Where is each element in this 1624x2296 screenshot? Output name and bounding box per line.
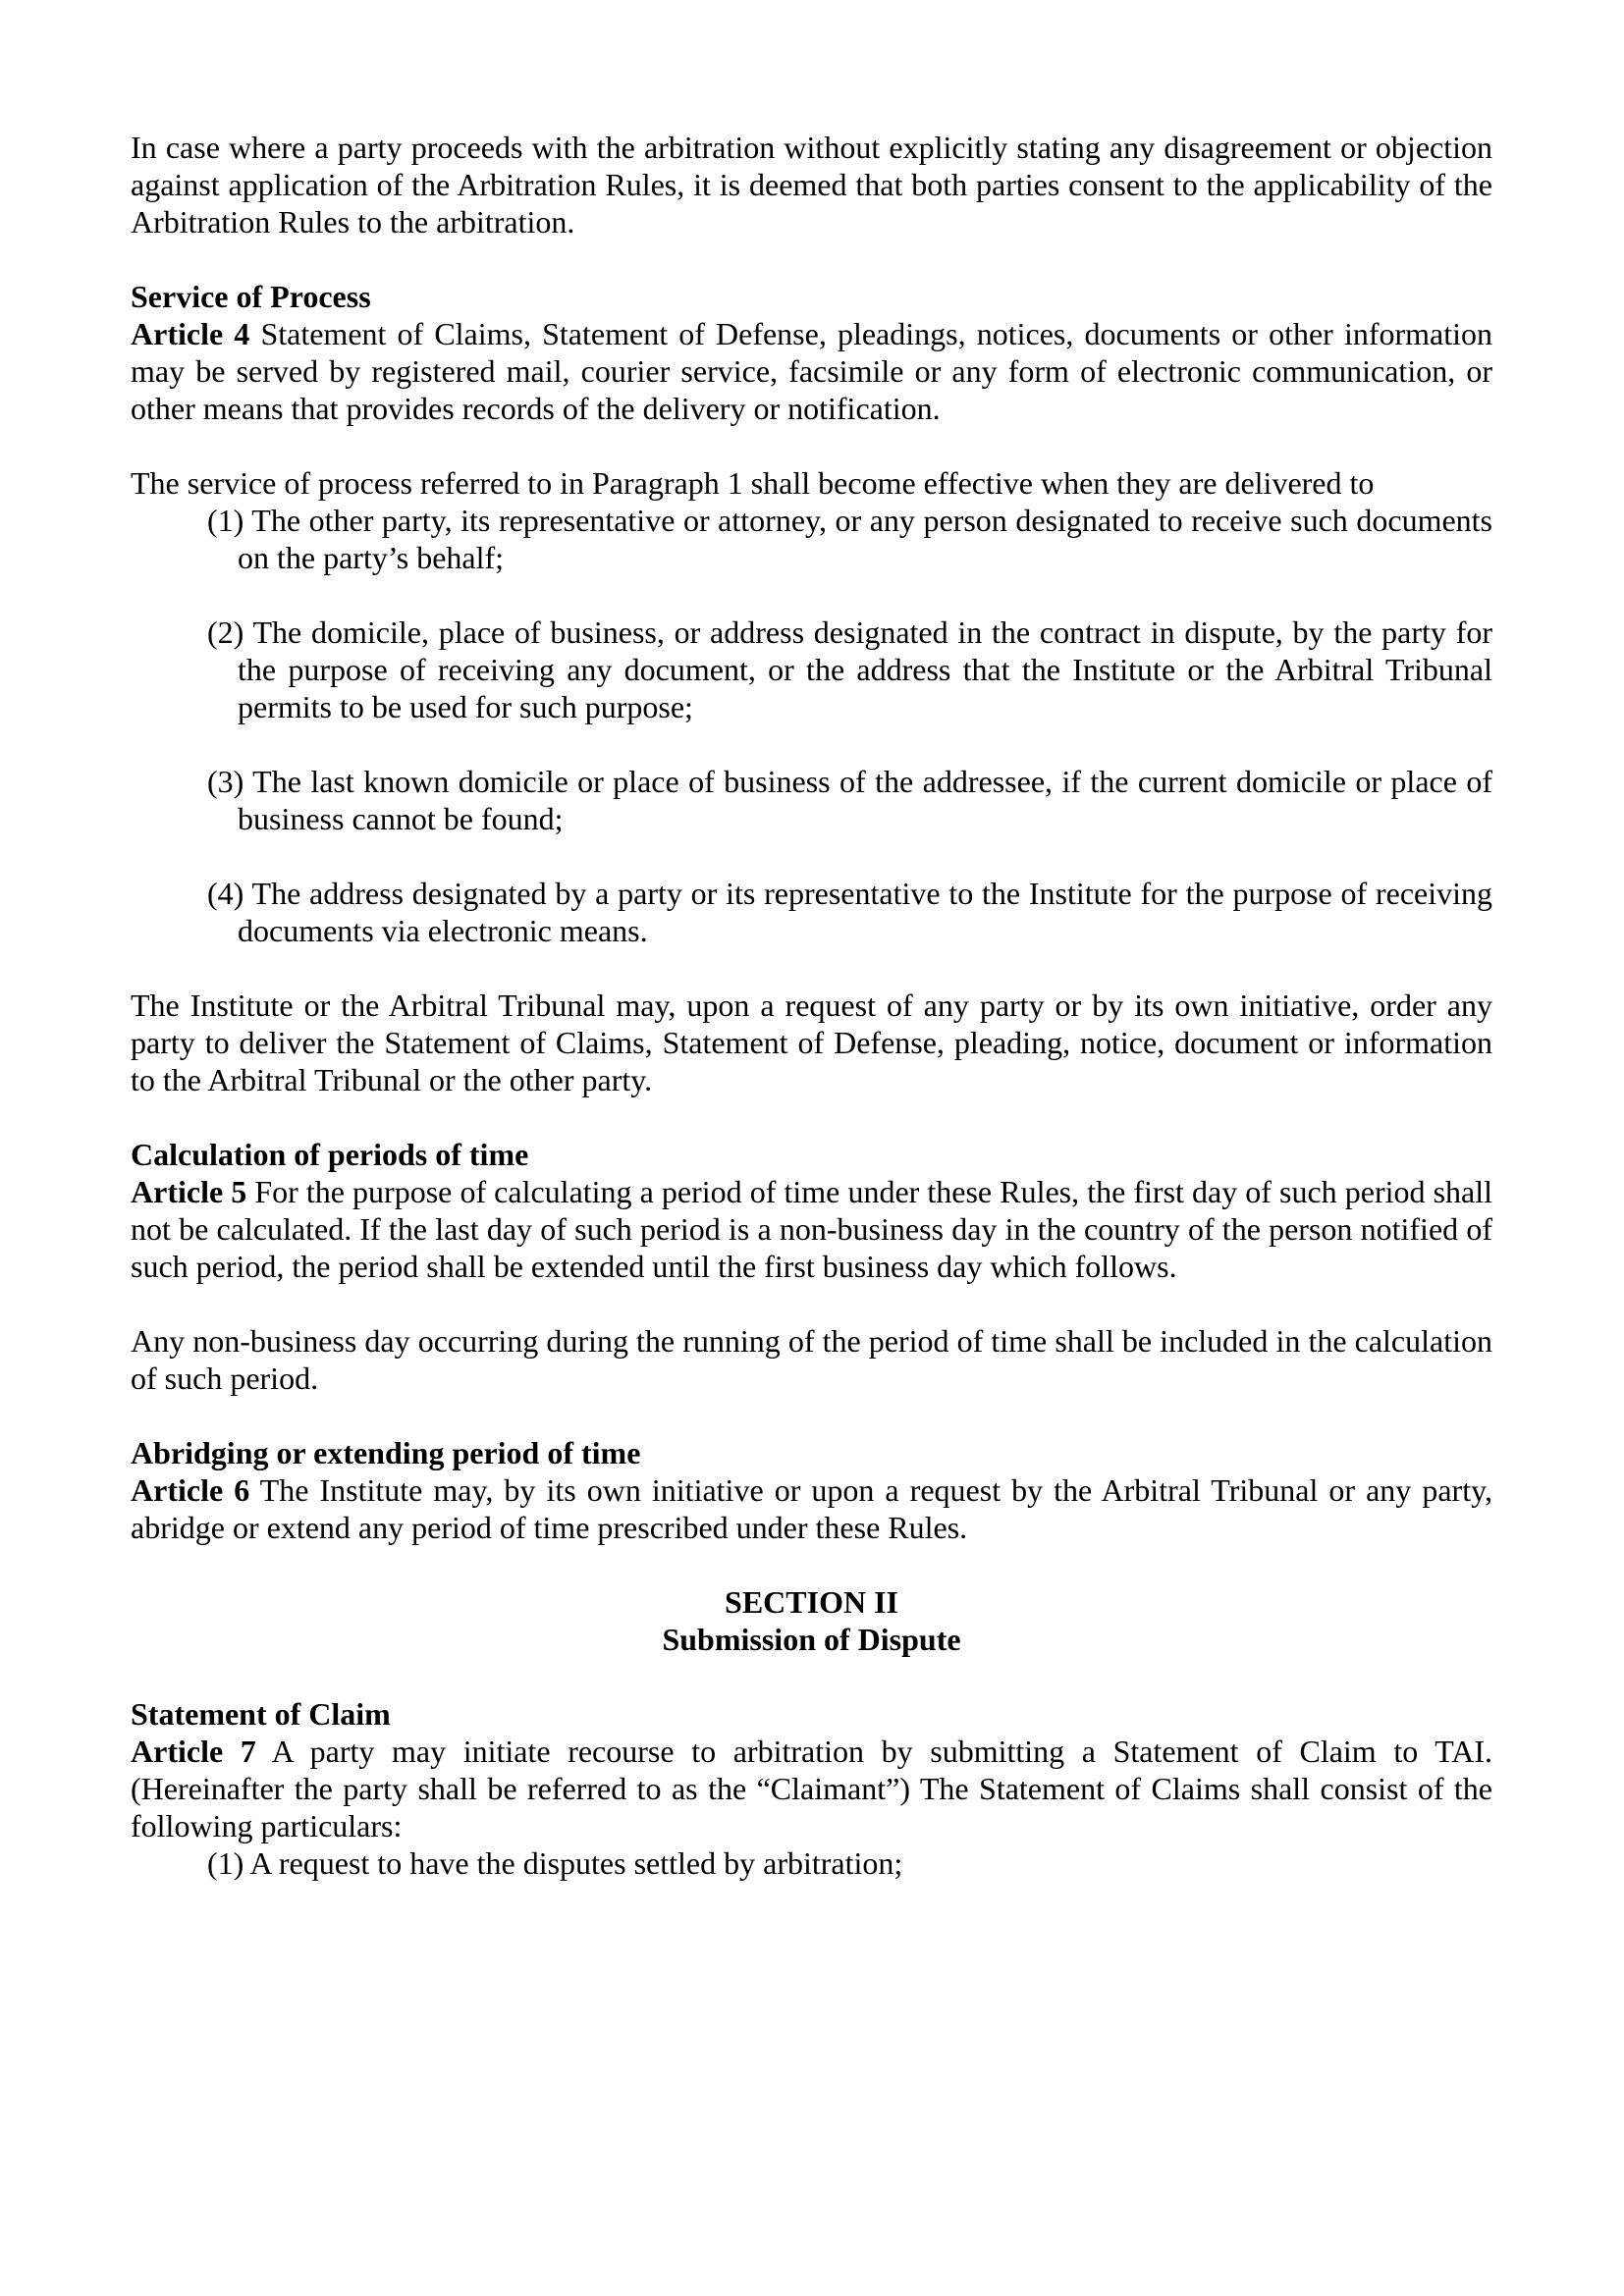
document-body xyxy=(131,129,1492,1882)
subsection-heading: Abridging or extending period of time xyxy=(131,1435,641,1470)
subsection-heading: Statement of Claim xyxy=(131,1696,391,1732)
article-paragraph xyxy=(131,315,1492,427)
list-item-text: The address designated by a party or its representative to the Institute for the purpose of receiving documents via electronic means. xyxy=(238,876,1493,948)
list-item-text: The other party, its representative or attorney, or any person designated to receive such documents on the party’s behalf; xyxy=(238,503,1493,575)
article-number: Article 5 xyxy=(131,1174,247,1209)
article-paragraph xyxy=(131,1471,1492,1546)
section-heading xyxy=(131,1583,1492,1658)
article-text: For the purpose of calculating a period of time under these Rules, the first day of such period shall not be calculated. If the last day of such period is a non-business day in the country of the person notified of such period, the period shall be extended until the first business day which follows. xyxy=(131,1174,1493,1284)
subsection-heading: Service of Process xyxy=(131,279,371,314)
list-item xyxy=(131,614,1492,725)
paragraph: Any non-business day occurring during the running of the period of time shall be included in the calculation of such period. xyxy=(131,1323,1492,1396)
paragraph: The Institute or the Arbitral Tribunal may, upon a request of any party or by its own initiative, order any party to deliver the Statement of Claims, Statement of Defense, pleading, notice, document or information to the Arbitral Tribunal or the other party. xyxy=(131,988,1492,1097)
article-text: Statement of Claims, Statement of Defense, pleadings, notices, documents or other information may be served by registered mail, courier service, facsimile or any form of electronic communication, or other means that provides records of the delivery or notification. xyxy=(131,316,1493,426)
list-item-marker: (3) xyxy=(207,764,244,799)
article-text: A party may initiate recourse to arbitration by submitting a Statement of Claim to TAI. (Hereinafter the party shall be referred to as the “Claimant”) The Statement of Claims shall consist of the following particulars: xyxy=(131,1734,1492,1843)
article-text: The Institute may, by its own initiative or upon a request by the Arbitral Tribunal or any party, abridge or extend any period of time prescribed under these Rules. xyxy=(131,1472,1493,1545)
paragraph: In case where a party proceeds with the arbitration without explicitly stating any disagreement or objection against application of the Arbitration Rules, it is deemed that both parties consent to the applicability of the Arbitration Rules to the arbitration. xyxy=(131,130,1492,240)
list-item-marker: (2) xyxy=(207,614,244,650)
list-item xyxy=(131,1844,1492,1882)
list-item-text: The domicile, place of business, or address designated in the contract in dispute, by the party for the purpose of receiving any document, or the address that the Institute or the Arbitral Tribunal permits to be used for such purpose; xyxy=(238,614,1493,724)
paragraph: The service of process referred to in Paragraph 1 shall become effective when they are delivered to xyxy=(131,465,1375,501)
list-item-marker: (4) xyxy=(207,876,244,911)
list-item-marker: (1) xyxy=(207,503,244,538)
list-item xyxy=(131,502,1492,576)
list-item-marker: (1) xyxy=(207,1845,244,1881)
list-item-text: A request to have the disputes settled by arbitration; xyxy=(249,1845,903,1881)
section-heading-line: Submission of Dispute xyxy=(662,1622,961,1657)
article-number: Article 7 xyxy=(131,1734,256,1769)
article-number: Article 4 xyxy=(131,316,250,351)
article-paragraph xyxy=(131,1173,1492,1285)
list-item-text: The last known domicile or place of business of the addressee, if the current domicile or place of business cannot be found; xyxy=(238,764,1493,836)
list-item xyxy=(131,875,1492,949)
section-heading-line: SECTION II xyxy=(725,1584,898,1620)
article-paragraph xyxy=(131,1733,1492,1844)
article-number: Article 6 xyxy=(131,1472,250,1508)
list-item xyxy=(131,763,1492,837)
subsection-heading: Calculation of periods of time xyxy=(131,1137,529,1172)
